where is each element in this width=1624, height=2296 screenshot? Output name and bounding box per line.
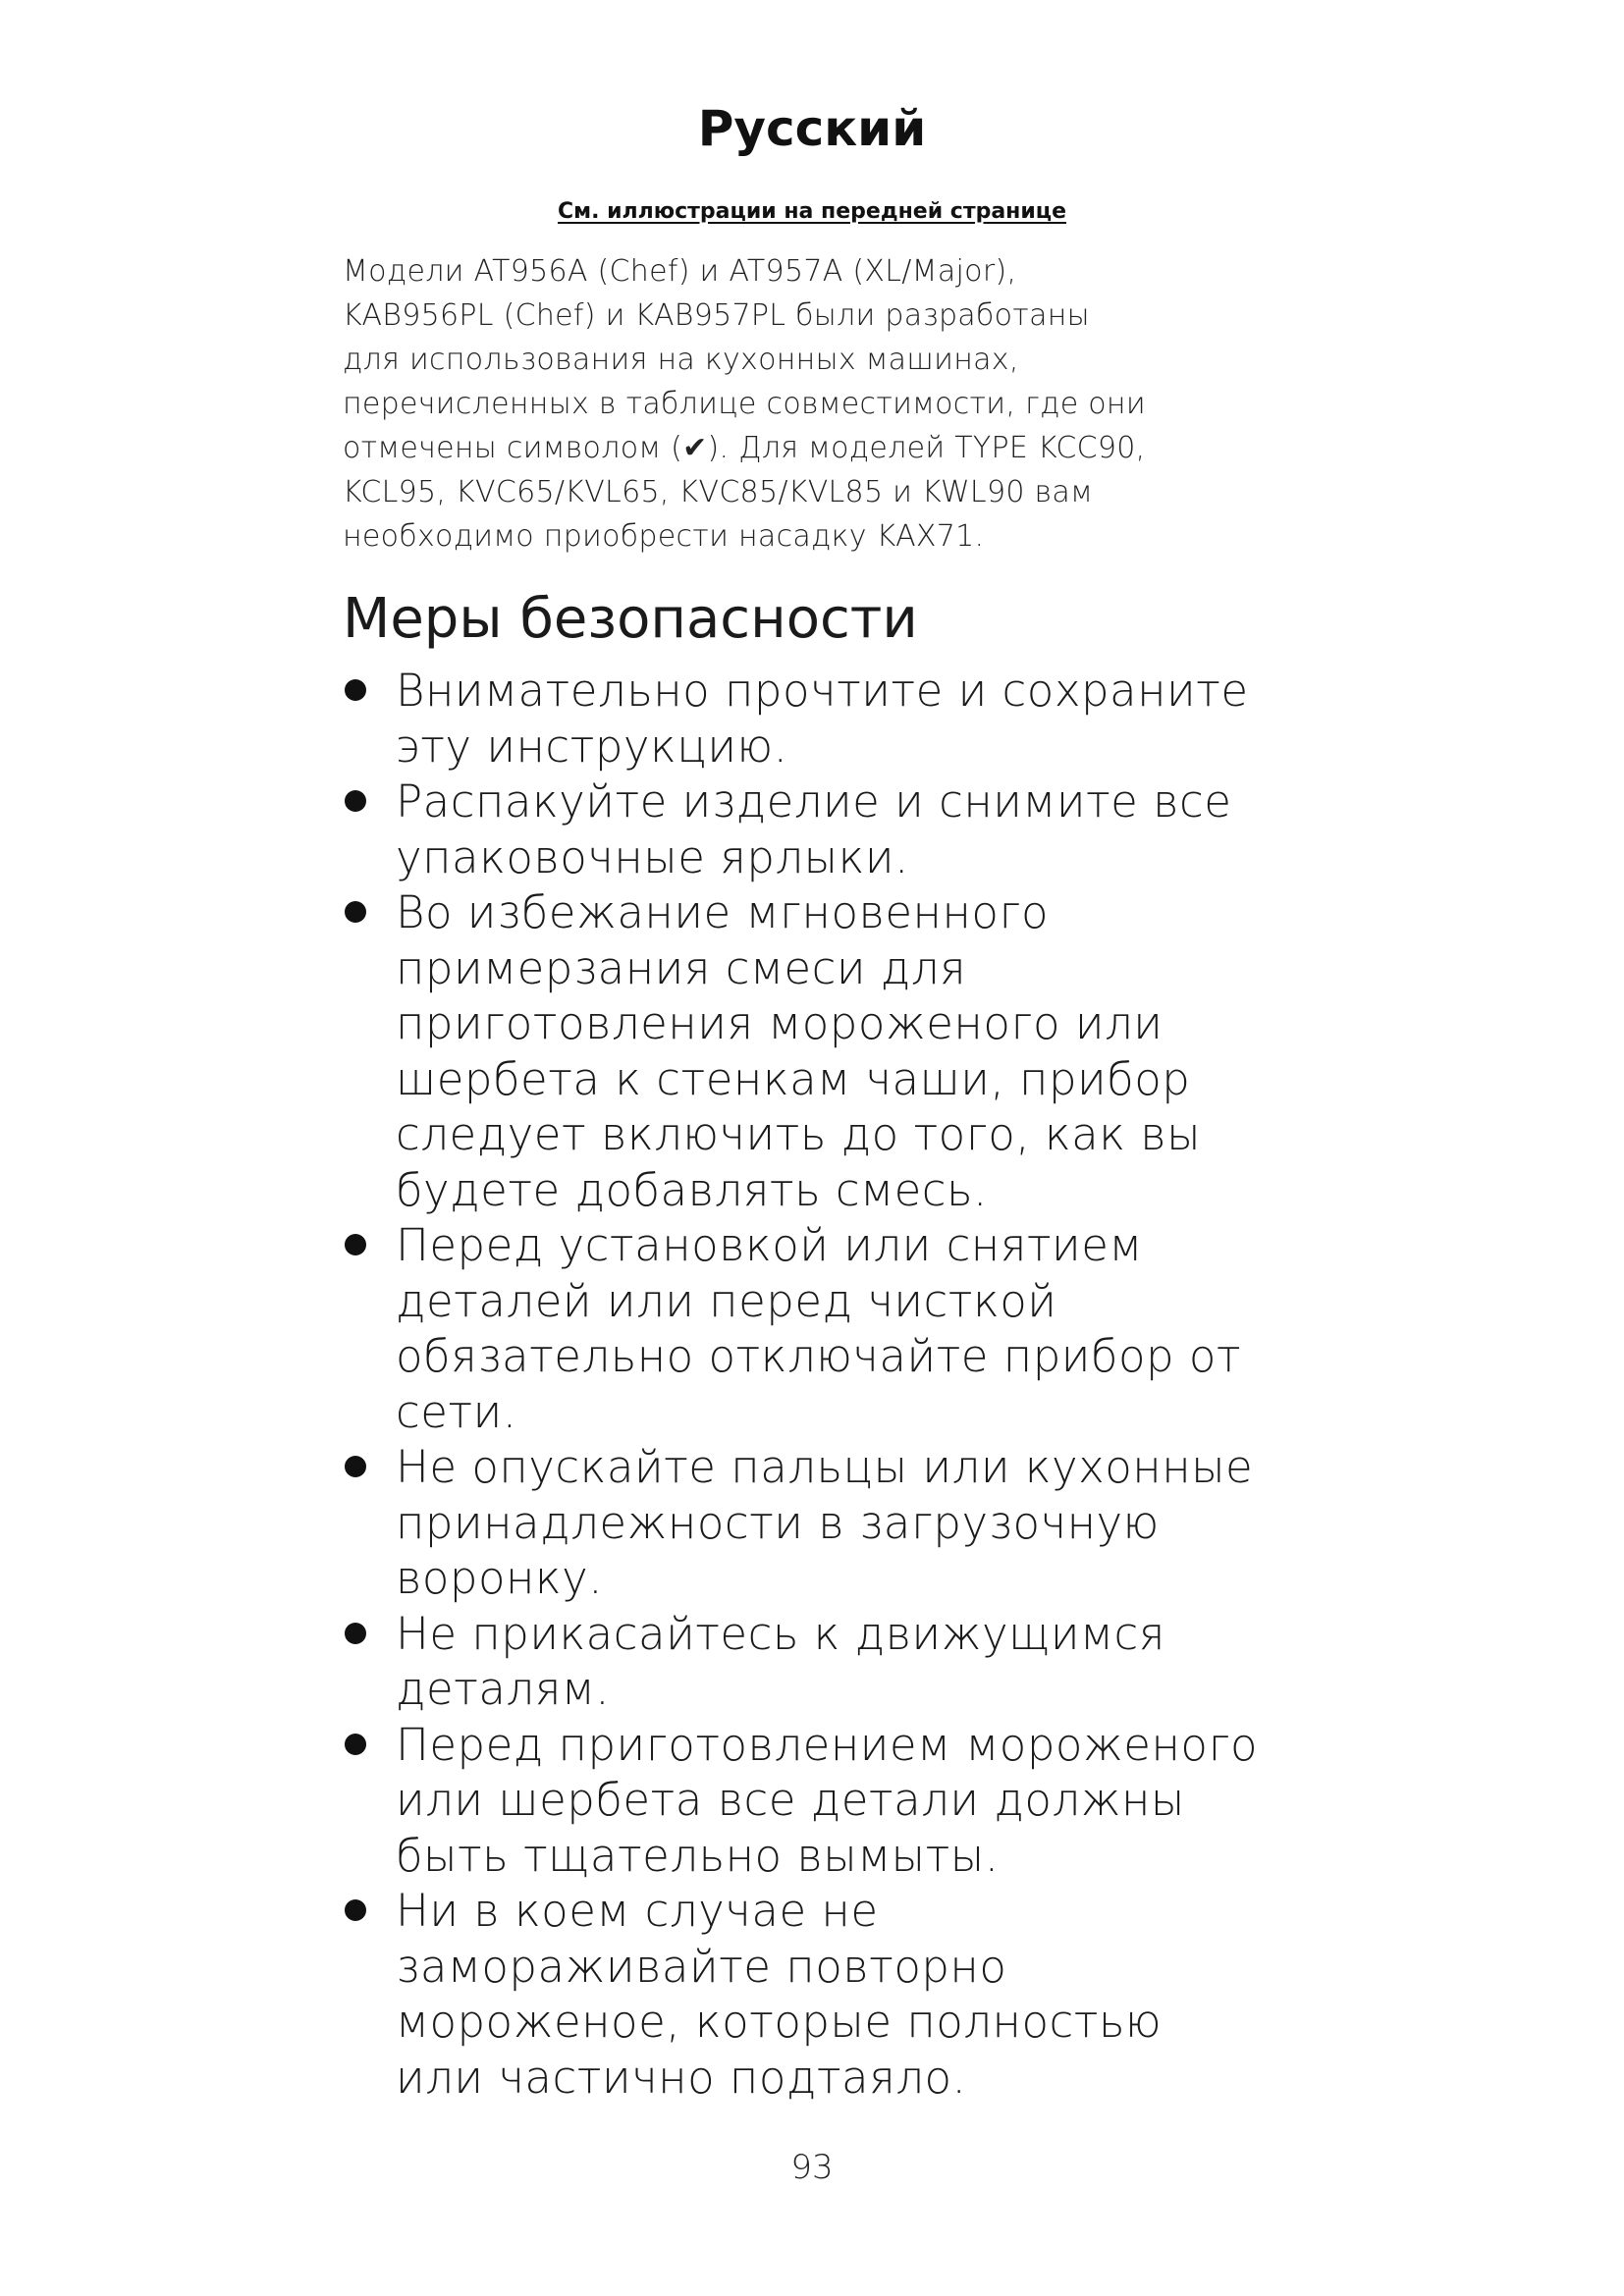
bullet-line: Перед установкой или снятием — [396, 1219, 1143, 1271]
intro-line: для использования на кухонных машинах, — [343, 343, 1019, 377]
safety-bullet-item — [343, 774, 1325, 885]
bullet-line: эту инструкцию. — [396, 720, 788, 773]
bullet-line: или шербета все детали должны — [396, 1774, 1185, 1826]
page-title: Русский — [697, 100, 927, 157]
bullet-line: быть тщательно вымыты. — [396, 1829, 1000, 1882]
safety-bullet-item — [343, 885, 1325, 1218]
page-number: 93 — [790, 2148, 834, 2187]
bullet-dot-icon — [345, 1734, 366, 1755]
bullet-line: обязательно отключайте прибор от — [396, 1330, 1242, 1382]
safety-section-heading: Меры безопасности — [343, 587, 918, 651]
intro-line: Модели AT956A (Chef) и AT957A (XL/Major), — [343, 254, 1017, 289]
safety-bullet-item — [343, 1218, 1325, 1440]
safety-bullet-item — [343, 664, 1325, 774]
bullet-line: Во избежание мгновенного — [396, 886, 1050, 938]
bullet-line: шербета к стенкам чаши, прибор — [396, 1052, 1191, 1105]
bullet-dot-icon — [345, 790, 366, 812]
bullet-dot-icon — [345, 1234, 366, 1255]
bullet-dot-icon — [345, 1456, 366, 1477]
safety-bullet-item — [343, 1884, 1325, 2106]
bullet-line: Распакуйте изделие и снимите все — [396, 775, 1232, 828]
safety-bullet-item — [343, 1718, 1325, 1885]
bullet-line: замораживайте повторно — [396, 1940, 1007, 1993]
bullet-line: сети. — [396, 1385, 517, 1438]
bullet-line: принадлежности в загрузочную — [396, 1496, 1160, 1549]
bullet-dot-icon — [345, 901, 366, 923]
bullet-line: мороженое, которые полностью — [396, 1996, 1163, 2048]
intro-line: KCL95, KVC65/KVL65, KVC85/KVL85 и KWL90 вам — [343, 475, 1094, 509]
bullet-line: Не опускайте пальцы или кухонные — [396, 1441, 1254, 1493]
bullet-line: деталей или перед чисткой — [396, 1274, 1057, 1327]
see-illustrations-note: См. иллюстрации на передней странице — [557, 199, 1067, 224]
bullet-line: Внимательно прочтите и сохраните — [396, 665, 1249, 717]
bullet-line: или частично подтаяло. — [396, 2051, 967, 2104]
bullet-line: следует включить до того, как вы — [396, 1108, 1202, 1160]
safety-bullet-item — [343, 1607, 1325, 1718]
bullet-line: упаковочные ярлыки. — [396, 830, 909, 883]
bullet-line: Перед приготовлением мороженого — [396, 1718, 1259, 1771]
bullet-line: деталям. — [396, 1663, 611, 1715]
intro-line: KAB956PL (Chef) и KAB957PL были разработаны — [343, 298, 1090, 333]
bullet-line: примерзания смеси для — [396, 941, 967, 994]
bullet-line: воронку. — [396, 1552, 604, 1604]
bullet-line: Не прикасайтесь к движущимся — [396, 1607, 1165, 1660]
bullet-dot-icon — [345, 1623, 366, 1644]
safety-bullet-item — [343, 1440, 1325, 1607]
bullet-dot-icon — [345, 1899, 366, 1921]
intro-line: необходимо приобрести насадку KAX71. — [343, 519, 985, 554]
bullet-line: приготовления мороженого или — [396, 997, 1164, 1049]
bullet-line: будете добавлять смесь. — [396, 1163, 988, 1216]
intro-paragraph — [343, 249, 1256, 559]
safety-bullet-list — [343, 664, 1325, 2106]
bullet-line: Ни в коем случае не — [396, 1885, 879, 1937]
intro-line: перечисленных в таблице совместимости, где они — [343, 387, 1146, 421]
intro-line: отмечены символом (✔). Для моделей TYPE KCC90, — [343, 431, 1146, 465]
bullet-dot-icon — [345, 679, 366, 701]
